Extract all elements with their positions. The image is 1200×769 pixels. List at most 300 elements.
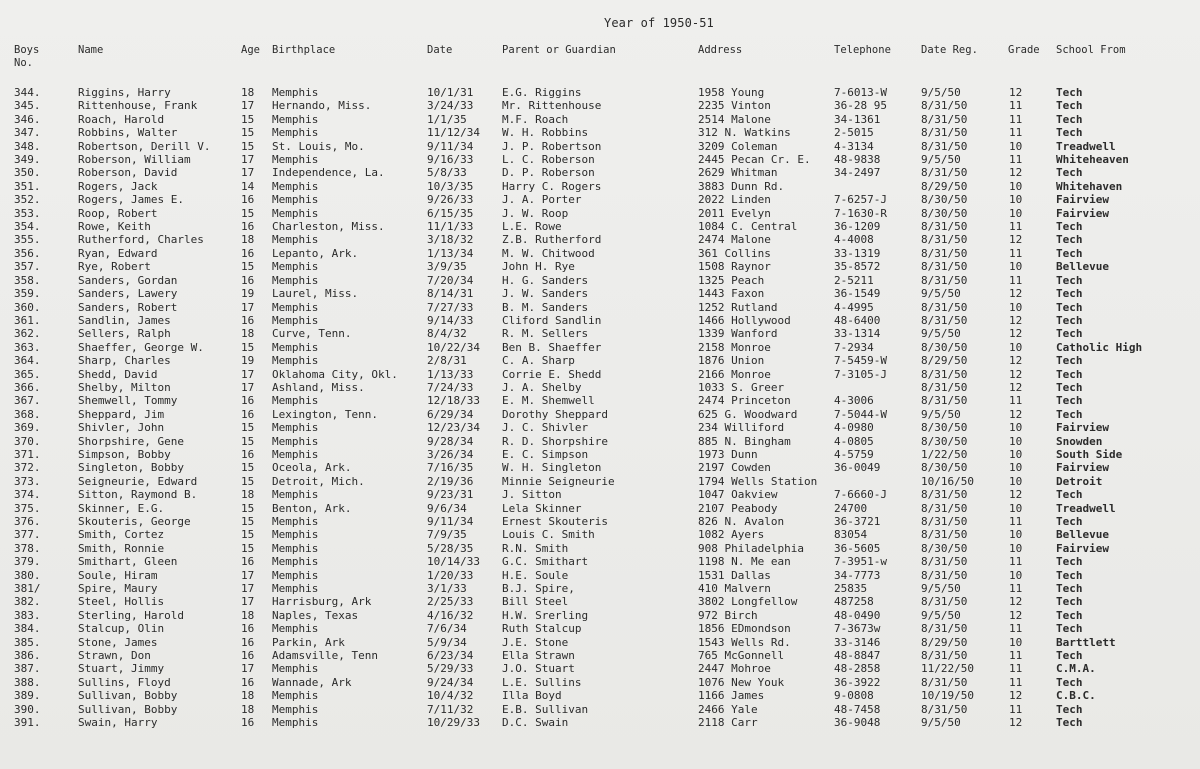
birthplace: Memphis xyxy=(272,179,319,193)
school-from: Tech xyxy=(1056,287,1083,301)
school-from: Tech xyxy=(1056,568,1083,582)
telephone: 36-0049 xyxy=(834,461,881,475)
grade: 10 xyxy=(1009,541,1023,555)
table-row xyxy=(0,260,1200,273)
grade: 12 xyxy=(1009,716,1023,730)
table-row xyxy=(0,582,1200,595)
grade: 11 xyxy=(1009,675,1023,689)
parent-guardian: B.J. Spire, xyxy=(502,582,575,596)
age: 15 xyxy=(241,421,255,435)
address: 3802 Longfellow xyxy=(698,595,798,609)
student-name: Swain, Harry xyxy=(78,716,158,730)
address: 2107 Peabody xyxy=(698,501,778,515)
birth-date: 6/23/34 xyxy=(427,649,474,663)
date-registered: 9/5/50 xyxy=(921,86,961,99)
school-from: Snowden xyxy=(1056,434,1103,448)
student-name: Roberson, William xyxy=(78,153,191,167)
row-number: 383. xyxy=(14,608,41,622)
birthplace: Independence, La. xyxy=(272,166,385,180)
birthplace: Lexington, Tenn. xyxy=(272,407,378,421)
parent-guardian: Ella Strawn xyxy=(502,649,575,663)
parent-guardian: D. P. Roberson xyxy=(502,166,595,180)
age: 17 xyxy=(241,367,255,381)
row-number: 356. xyxy=(14,246,41,260)
age: 16 xyxy=(241,716,255,730)
school-from: Tech xyxy=(1056,488,1083,502)
header-boys-no xyxy=(14,44,39,70)
birth-date: 8/4/32 xyxy=(427,327,467,341)
school-from: Tech xyxy=(1056,555,1083,569)
address: 1339 Wanford xyxy=(698,327,778,341)
age: 16 xyxy=(241,675,255,689)
address: 1325 Peach xyxy=(698,273,765,287)
birth-date: 9/11/34 xyxy=(427,515,474,528)
table-row xyxy=(0,528,1200,541)
birth-date: 12/18/33 xyxy=(427,394,480,408)
telephone: 4-0805 xyxy=(834,434,874,448)
parent-guardian: Bill Steel xyxy=(502,595,569,609)
parent-guardian: D.C. Swain xyxy=(502,716,569,730)
address: 1082 Ayers xyxy=(698,528,765,542)
date-registered: 8/30/50 xyxy=(921,206,968,220)
grade: 12 xyxy=(1009,86,1023,99)
telephone: 25835 xyxy=(834,582,868,596)
birthplace: Memphis xyxy=(272,582,319,596)
row-number: 384. xyxy=(14,622,41,636)
birth-date: 6/15/35 xyxy=(427,206,474,220)
age: 18 xyxy=(241,233,255,247)
table-row xyxy=(0,488,1200,501)
birthplace: Memphis xyxy=(272,622,319,636)
birthplace: Memphis xyxy=(272,233,319,247)
row-number: 391. xyxy=(14,716,41,730)
age: 17 xyxy=(241,595,255,609)
table-row xyxy=(0,153,1200,166)
age: 17 xyxy=(241,662,255,676)
table-row xyxy=(0,421,1200,434)
address: 2011 Evelyn xyxy=(698,206,771,220)
grade: 10 xyxy=(1009,447,1023,461)
birth-date: 7/6/34 xyxy=(427,622,467,636)
telephone: 7-5459-W xyxy=(834,354,887,368)
school-from: Tech xyxy=(1056,394,1083,408)
telephone: 34-1361 xyxy=(834,112,881,126)
date-registered: 8/31/50 xyxy=(921,246,968,260)
birth-date: 10/29/33 xyxy=(427,716,480,730)
date-registered: 8/31/50 xyxy=(921,702,968,716)
student-name: Smithart, Gleen xyxy=(78,555,178,569)
table-row xyxy=(0,542,1200,555)
age: 17 xyxy=(241,568,255,582)
age: 16 xyxy=(241,193,255,207)
row-number: 377. xyxy=(14,528,41,542)
grade: 10 xyxy=(1009,421,1023,435)
date-registered: 10/16/50 xyxy=(921,474,974,488)
address: 1166 James xyxy=(698,689,765,703)
age: 16 xyxy=(241,313,255,327)
address: 908 Philadelphia xyxy=(698,541,804,555)
birthplace: Memphis xyxy=(272,555,319,569)
age: 16 xyxy=(241,447,255,461)
age: 18 xyxy=(241,608,255,622)
address: 1443 Faxon xyxy=(698,287,765,301)
date-registered: 8/31/50 xyxy=(921,528,968,542)
birth-date: 7/27/33 xyxy=(427,300,474,314)
school-from: Treadwell xyxy=(1056,501,1116,515)
table-row xyxy=(0,649,1200,662)
birthplace: Memphis xyxy=(272,112,319,126)
address: 765 McGonnell xyxy=(698,649,785,663)
parent-guardian: Mr. Rittenhouse xyxy=(502,99,602,113)
student-name: Sandlin, James xyxy=(78,313,171,327)
parent-guardian: M. W. Chitwood xyxy=(502,246,595,260)
student-name: Rowe, Keith xyxy=(78,220,151,234)
table-row xyxy=(0,180,1200,193)
date-registered: 8/31/50 xyxy=(921,367,968,381)
birth-date: 1/13/33 xyxy=(427,367,474,381)
date-registered: 8/29/50 xyxy=(921,354,968,368)
birthplace: Parkin, Ark xyxy=(272,635,345,649)
date-registered: 1/22/50 xyxy=(921,447,968,461)
telephone: 34-2497 xyxy=(834,166,881,180)
parent-guardian: Cliford Sandlin xyxy=(502,313,602,327)
date-registered: 8/31/50 xyxy=(921,313,968,327)
row-number: 378. xyxy=(14,541,41,555)
address: 1856 EDmondson xyxy=(698,622,791,636)
parent-guardian: B. M. Sanders xyxy=(502,300,589,314)
birthplace: Memphis xyxy=(272,515,319,528)
date-registered: 8/31/50 xyxy=(921,568,968,582)
birth-date: 3/18/32 xyxy=(427,233,474,247)
row-number: 379. xyxy=(14,555,41,569)
telephone: 48-6400 xyxy=(834,313,881,327)
date-registered: 8/31/50 xyxy=(921,675,968,689)
school-from: Tech xyxy=(1056,702,1083,716)
birthplace: Memphis xyxy=(272,434,319,448)
date-registered: 8/30/50 xyxy=(921,340,968,354)
grade: 10 xyxy=(1009,179,1023,193)
parent-guardian: Lela Skinner xyxy=(502,501,582,515)
school-from: Tech xyxy=(1056,126,1083,140)
address: 1076 New Youk xyxy=(698,675,785,689)
parent-guardian: Illa Boyd xyxy=(502,689,562,703)
address: 1531 Dallas xyxy=(698,568,771,582)
school-from: Tech xyxy=(1056,246,1083,260)
age: 18 xyxy=(241,689,255,703)
date-registered: 11/22/50 xyxy=(921,662,974,676)
date-registered: 9/5/50 xyxy=(921,608,961,622)
birth-date: 1/20/33 xyxy=(427,568,474,582)
grade: 11 xyxy=(1009,649,1023,663)
grade: 11 xyxy=(1009,394,1023,408)
telephone: 36-9048 xyxy=(834,716,881,730)
grade: 12 xyxy=(1009,608,1023,622)
table-row xyxy=(0,716,1200,729)
row-number: 347. xyxy=(14,126,41,140)
grade: 10 xyxy=(1009,260,1023,274)
student-name: Seigneurie, Edward xyxy=(78,474,198,488)
birthplace: Wannade, Ark xyxy=(272,675,352,689)
telephone: 48-8847 xyxy=(834,649,881,663)
parent-guardian: J.E. Stone xyxy=(502,635,569,649)
telephone: 4-4008 xyxy=(834,233,874,247)
parent-guardian: John H. Rye xyxy=(502,260,575,274)
parent-guardian: Louis C. Smith xyxy=(502,528,595,542)
student-name: Skouteris, George xyxy=(78,515,191,528)
parent-guardian: H.E. Soule xyxy=(502,568,569,582)
table-row xyxy=(0,314,1200,327)
telephone: 7-2934 xyxy=(834,340,874,354)
date-registered: 8/31/50 xyxy=(921,649,968,663)
header-grade: Grade xyxy=(1008,44,1040,56)
grade: 10 xyxy=(1009,474,1023,488)
parent-guardian: H. G. Sanders xyxy=(502,273,589,287)
date-registered: 8/29/50 xyxy=(921,179,968,193)
student-name: Rogers, Jack xyxy=(78,179,158,193)
table-row xyxy=(0,381,1200,394)
table-row xyxy=(0,394,1200,407)
grade: 12 xyxy=(1009,166,1023,180)
school-from: Tech xyxy=(1056,273,1083,287)
age: 15 xyxy=(241,515,255,528)
birthplace: Memphis xyxy=(272,541,319,555)
grade: 11 xyxy=(1009,582,1023,596)
parent-guardian: E.B. Sullivan xyxy=(502,702,589,716)
date-registered: 8/31/50 xyxy=(921,112,968,126)
grade: 12 xyxy=(1009,287,1023,301)
address: 1252 Rutland xyxy=(698,300,778,314)
address: 1876 Union xyxy=(698,354,765,368)
birth-date: 5/28/35 xyxy=(427,541,474,555)
address: 2166 Monroe xyxy=(698,367,771,381)
row-number: 390. xyxy=(14,702,41,716)
address: 1794 Wells Station xyxy=(698,474,818,488)
table-row xyxy=(0,461,1200,474)
parent-guardian: G.C. Smithart xyxy=(502,555,589,569)
birthplace: Memphis xyxy=(272,153,319,167)
grade: 11 xyxy=(1009,622,1023,636)
parent-guardian: J. W. Roop xyxy=(502,206,569,220)
row-number: 373. xyxy=(14,474,41,488)
birthplace: Charleston, Miss. xyxy=(272,220,385,234)
address: 1033 S. Greer xyxy=(698,380,785,394)
address: 2118 Carr xyxy=(698,716,758,730)
row-number: 372. xyxy=(14,461,41,475)
date-registered: 9/5/50 xyxy=(921,153,961,167)
header-date-reg: Date Reg. xyxy=(921,44,978,56)
table-row xyxy=(0,327,1200,340)
parent-guardian: R.N. Smith xyxy=(502,541,569,555)
school-from: Fairview xyxy=(1056,206,1109,220)
birth-date: 5/29/33 xyxy=(427,662,474,676)
student-name: Shivler, John xyxy=(78,421,165,435)
address: 2466 Yale xyxy=(698,702,758,716)
student-name: Stalcup, Olin xyxy=(78,622,165,636)
address: 2474 Princeton xyxy=(698,394,791,408)
school-from: Tech xyxy=(1056,380,1083,394)
student-name: Sterling, Harold xyxy=(78,608,184,622)
telephone: 33-3146 xyxy=(834,635,881,649)
address: 2629 Whitman xyxy=(698,166,778,180)
grade: 12 xyxy=(1009,327,1023,341)
parent-guardian: E.G. Riggins xyxy=(502,86,582,99)
student-name: Rogers, James E. xyxy=(78,193,184,207)
grade: 11 xyxy=(1009,702,1023,716)
table-row xyxy=(0,274,1200,287)
row-number: 346. xyxy=(14,112,41,126)
row-number: 387. xyxy=(14,662,41,676)
school-from: Bellevue xyxy=(1056,260,1109,274)
address: 1047 Oakview xyxy=(698,488,778,502)
date-registered: 8/31/50 xyxy=(921,260,968,274)
age: 17 xyxy=(241,582,255,596)
date-registered: 10/19/50 xyxy=(921,689,974,703)
birth-date: 9/23/31 xyxy=(427,488,474,502)
header-school-from: School From xyxy=(1056,44,1126,56)
age: 19 xyxy=(241,354,255,368)
age: 15 xyxy=(241,340,255,354)
birth-date: 12/23/34 xyxy=(427,421,480,435)
telephone: 83054 xyxy=(834,528,868,542)
telephone: 7-3105-J xyxy=(834,367,887,381)
address: 826 N. Avalon xyxy=(698,515,785,528)
row-number: 371. xyxy=(14,447,41,461)
student-name: Singleton, Bobby xyxy=(78,461,184,475)
date-registered: 8/31/50 xyxy=(921,300,968,314)
parent-guardian: J. P. Robertson xyxy=(502,139,602,153)
row-number: 369. xyxy=(14,421,41,435)
grade: 11 xyxy=(1009,662,1023,676)
row-number: 370. xyxy=(14,434,41,448)
table-row xyxy=(0,515,1200,528)
student-name: Shedd, David xyxy=(78,367,158,381)
birth-date: 7/9/35 xyxy=(427,528,467,542)
date-registered: 9/5/50 xyxy=(921,407,961,421)
telephone: 9-0808 xyxy=(834,689,874,703)
student-name: Smith, Ronnie xyxy=(78,541,165,555)
row-number: 349. xyxy=(14,153,41,167)
table-row xyxy=(0,609,1200,622)
age: 15 xyxy=(241,434,255,448)
date-registered: 8/30/50 xyxy=(921,461,968,475)
date-registered: 9/5/50 xyxy=(921,716,961,730)
school-from: South Side xyxy=(1056,447,1123,461)
age: 16 xyxy=(241,555,255,569)
school-from: Tech xyxy=(1056,354,1083,368)
school-from: Tech xyxy=(1056,608,1083,622)
table-row xyxy=(0,622,1200,635)
parent-guardian: Harry C. Rogers xyxy=(502,179,602,193)
age: 14 xyxy=(241,179,255,193)
birthplace: Lepanto, Ark. xyxy=(272,246,359,260)
date-registered: 9/5/50 xyxy=(921,287,961,301)
table-row xyxy=(0,126,1200,139)
birth-date: 3/26/34 xyxy=(427,447,474,461)
address: 312 N. Watkins xyxy=(698,126,791,140)
date-registered: 8/31/50 xyxy=(921,595,968,609)
grade: 12 xyxy=(1009,233,1023,247)
row-number: 359. xyxy=(14,287,41,301)
date-registered: 8/31/50 xyxy=(921,139,968,153)
telephone: 4-3006 xyxy=(834,394,874,408)
student-name: Shemwell, Tommy xyxy=(78,394,178,408)
header-address: Address xyxy=(698,44,743,56)
telephone: 36-28 95 xyxy=(834,99,887,113)
telephone: 7-3951-w xyxy=(834,555,887,569)
age: 17 xyxy=(241,166,255,180)
birthplace: Memphis xyxy=(272,662,319,676)
student-name: Rye, Robert xyxy=(78,260,151,274)
date-registered: 8/30/50 xyxy=(921,541,968,555)
telephone: 4-3134 xyxy=(834,139,874,153)
student-name: Sanders, Robert xyxy=(78,300,178,314)
age: 16 xyxy=(241,407,255,421)
age: 18 xyxy=(241,327,255,341)
date-registered: 8/31/50 xyxy=(921,380,968,394)
parent-guardian: Corrie E. Shedd xyxy=(502,367,602,381)
header-telephone: Telephone xyxy=(834,44,891,56)
telephone: 33-1319 xyxy=(834,246,881,260)
table-row xyxy=(0,475,1200,488)
birth-date: 2/25/33 xyxy=(427,595,474,609)
age: 18 xyxy=(241,86,255,99)
row-number: 363. xyxy=(14,340,41,354)
table-row xyxy=(0,140,1200,153)
school-from: Tech xyxy=(1056,622,1083,636)
date-registered: 8/30/50 xyxy=(921,193,968,207)
parent-guardian: Ernest Skouteris xyxy=(502,515,608,528)
age: 16 xyxy=(241,635,255,649)
parent-guardian: H.W. Srerling xyxy=(502,608,589,622)
school-from: Tech xyxy=(1056,716,1083,730)
birth-date: 7/11/32 xyxy=(427,702,474,716)
grade: 11 xyxy=(1009,555,1023,569)
date-registered: 8/31/50 xyxy=(921,394,968,408)
birth-date: 9/11/34 xyxy=(427,139,474,153)
address: 2474 Malone xyxy=(698,233,771,247)
row-number: 345. xyxy=(14,99,41,113)
school-from: Bellevue xyxy=(1056,528,1109,542)
parent-guardian: R. M. Sellers xyxy=(502,327,589,341)
birthplace: Memphis xyxy=(272,260,319,274)
row-number: 365. xyxy=(14,367,41,381)
table-row xyxy=(0,113,1200,126)
date-registered: 9/5/50 xyxy=(921,327,961,341)
birth-date: 9/14/33 xyxy=(427,313,474,327)
birth-date: 7/16/35 xyxy=(427,461,474,475)
birth-date: 7/20/34 xyxy=(427,273,474,287)
telephone: 4-5759 xyxy=(834,447,874,461)
birth-date: 3/1/33 xyxy=(427,582,467,596)
telephone: 35-8572 xyxy=(834,260,881,274)
grade: 10 xyxy=(1009,501,1023,515)
date-registered: 8/31/50 xyxy=(921,166,968,180)
grade: 10 xyxy=(1009,300,1023,314)
age: 17 xyxy=(241,99,255,113)
grade: 11 xyxy=(1009,515,1023,528)
date-registered: 8/31/50 xyxy=(921,220,968,234)
birthplace: Memphis xyxy=(272,702,319,716)
school-from: Tech xyxy=(1056,166,1083,180)
birth-date: 9/16/33 xyxy=(427,153,474,167)
table-row xyxy=(0,207,1200,220)
birthplace: Oklahoma City, Okl. xyxy=(272,367,398,381)
grade: 12 xyxy=(1009,689,1023,703)
school-from: Detroit xyxy=(1056,474,1103,488)
table-row xyxy=(0,301,1200,314)
student-name: Stone, James xyxy=(78,635,158,649)
student-name: Sitton, Raymond B. xyxy=(78,488,198,502)
